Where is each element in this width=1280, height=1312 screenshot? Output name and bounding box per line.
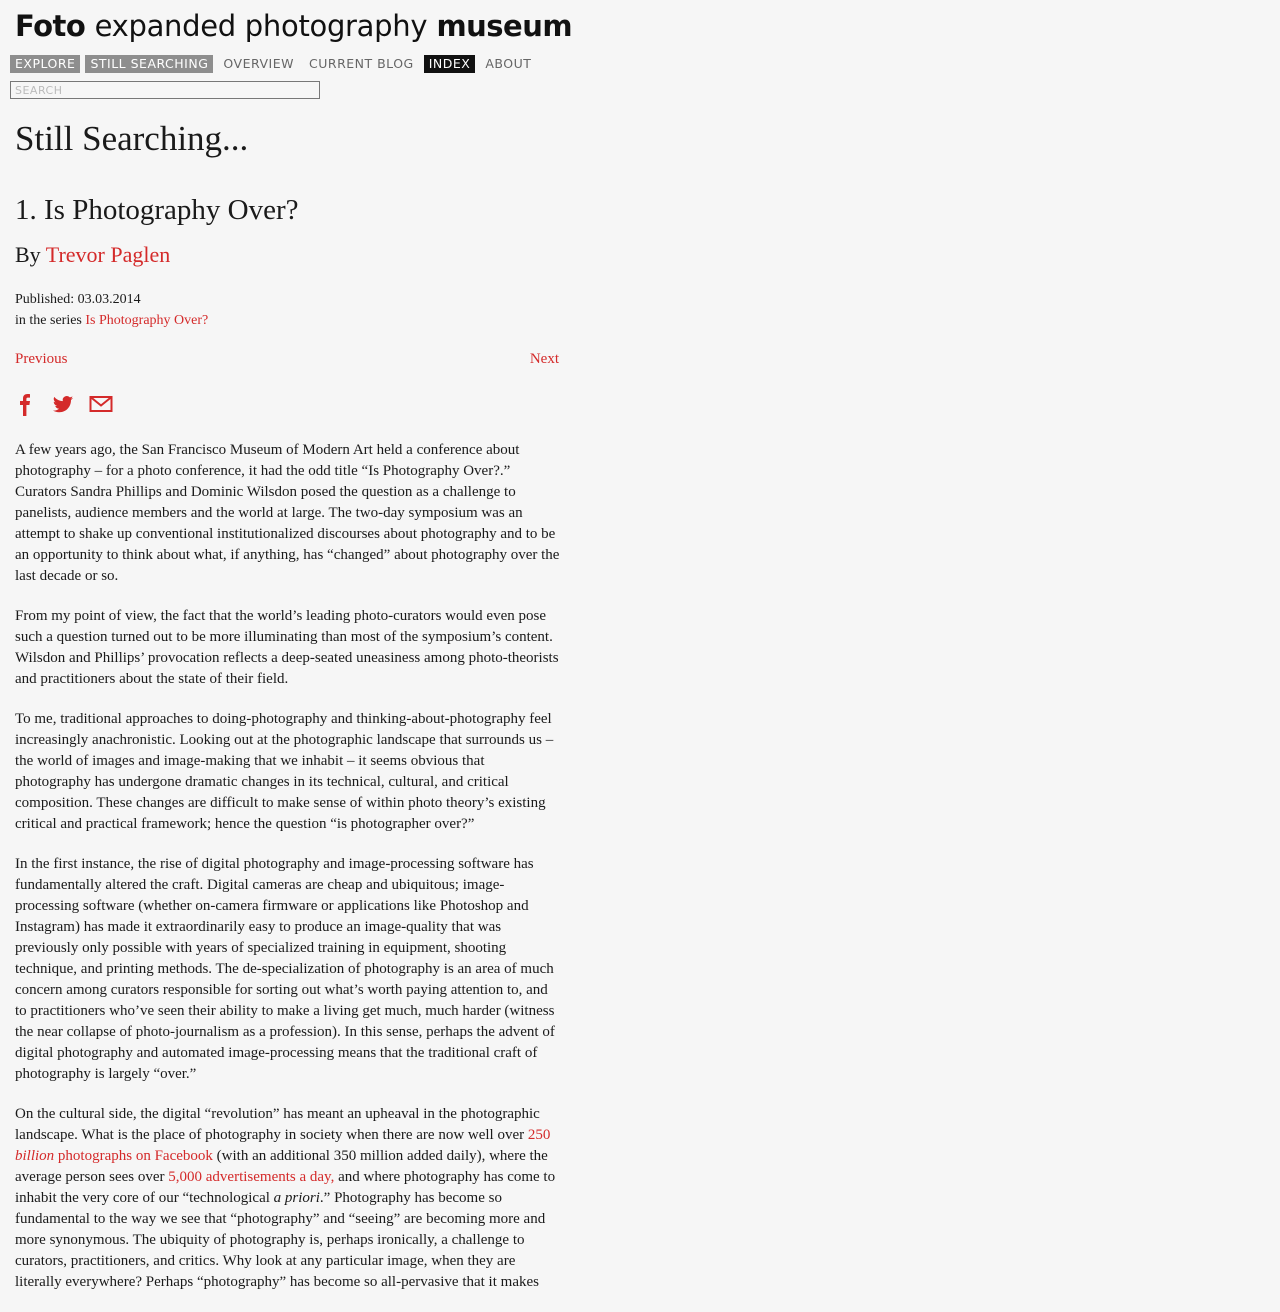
published-date: 03.03.2014 — [77, 292, 141, 307]
nav-explore[interactable]: EXPLORE — [10, 55, 80, 73]
published-label: Published: — [15, 292, 75, 307]
search-input[interactable] — [10, 81, 320, 99]
page-title: Still Searching... — [15, 119, 249, 158]
article-body — [15, 440, 560, 1312]
email-icon[interactable] — [89, 392, 113, 421]
nav-current-blog[interactable]: CURRENT BLOG — [309, 56, 414, 71]
nav-overview[interactable]: OVERVIEW — [223, 56, 294, 71]
next-link[interactable]: Next — [529, 351, 559, 367]
nav-still-searching[interactable]: STILL SEARCHING — [85, 55, 213, 73]
article-paragraph: A few years ago, the San Francisco Museum of Modern Art held a conference about photography – for a photo conference, it had the odd title “Is Photography Over?.” Curators Sandra Phillips and Dominic Wilsdon posed the question as a challenge to panelists, audience members and the world at large. The two-day symposium was an attempt to shake up conventional institutionalized discourses about photography and to be an opportunity to think about what, if anything, has “changed” about photography over the last decade or so. — [15, 442, 560, 584]
article-paragraph: From my point of view, the fact that the world’s leading photo-curators would even pose such a question turned out to be more illuminating than most of the symposium’s content. Wilsdon and Phillips’ provocation reflects a deep-seated uneasiness among photo-theorists and practitioners about the state of their field. — [15, 608, 559, 687]
article-paragraph: In the first instance, the rise of digital photography and image-processing software has fundamentally altered the craft. Digital cameras are cheap and ubiquitous; image-processing software (whether on-camera firmware or applications like Photoshop and Instagram) has made it extraordinarily easy to produce an image-quality that was previously only possible with years of specialized training in equipment, shooting technique, and printing methods. The de-specialization of photography is an area of much concern among curators responsible for sorting out what’s worth paying attention to, and to practitioners who’ve seen their ability to make a living get much, much harder (witness the near collapse of photo-journalism as a profession). In this sense, perhaps the advent of digital photography and automated image-processing means that the traditional craft of photography is largely “over.” — [15, 856, 555, 1082]
previous-link[interactable]: Previous — [15, 351, 68, 367]
series-link[interactable]: Is Photography Over? — [85, 313, 209, 328]
article-paragraph — [15, 1104, 560, 1293]
text-run: and where photography has come to inhabit the very core of our “technological — [15, 1169, 556, 1206]
link-number: 250 — [527, 1127, 551, 1143]
series-line — [15, 310, 208, 331]
byline — [15, 241, 170, 269]
published-line — [15, 289, 208, 310]
logo-end-text: museum — [436, 9, 573, 43]
author-link[interactable]: Trevor Paglen — [45, 242, 171, 267]
byline-prefix: By — [15, 242, 41, 267]
logo-bold-text: Foto — [15, 9, 86, 43]
article-paragraph: To me, traditional approaches to doing-photography and thinking-about-photography feel increasingly anachronistic. Looking out at the photographic landscape that surrounds us – the world of images and image-making that we inhabit – it seems obvious that photography has undergone dramatic changes in its technical, cultural, and critical composition. These changes are difficult to make sense of within photo theory’s existing critical and practical framework; hence the question “is photographer over?” — [15, 711, 554, 832]
facebook-icon[interactable] — [17, 392, 33, 421]
logo-middle-text: expanded photography — [94, 9, 428, 43]
article-title: 1. Is Photography Over? — [15, 194, 299, 226]
nav-about[interactable]: ABOUT — [485, 56, 532, 71]
article-meta — [15, 289, 208, 331]
text-run: .” Photography has become so fundamental to the way we see that “photography” and “seeing” are becoming more and more synonymous. The ubiquity of photography is, perhaps ironically, a challenge to curators, practitioners, and critics. Why look at any particular image, when they are literally everywhere? Perhaps “photography” has become so all-pervasive that it makes — [15, 1190, 546, 1290]
emphasis-text: a priori — [273, 1190, 320, 1206]
nav-index[interactable]: INDEX — [424, 55, 476, 73]
site-logo[interactable] — [15, 8, 572, 44]
twitter-icon[interactable] — [52, 392, 74, 421]
main-nav — [10, 55, 536, 73]
link-rest: photographs on Facebook — [54, 1148, 213, 1164]
link-emphasis: billion — [15, 1148, 55, 1164]
text-run: (with an additional 350 million added daily), where the average person sees over — [15, 1148, 548, 1185]
text-run: On the cultural side, the digital “revolution” has meant an upheaval in the photographic landscape. What is the place of photography in society when there are now well over — [15, 1106, 540, 1143]
series-prefix: in the series — [15, 313, 82, 328]
advertisements-link[interactable]: 5,000 advertisements a day, — [168, 1169, 335, 1185]
